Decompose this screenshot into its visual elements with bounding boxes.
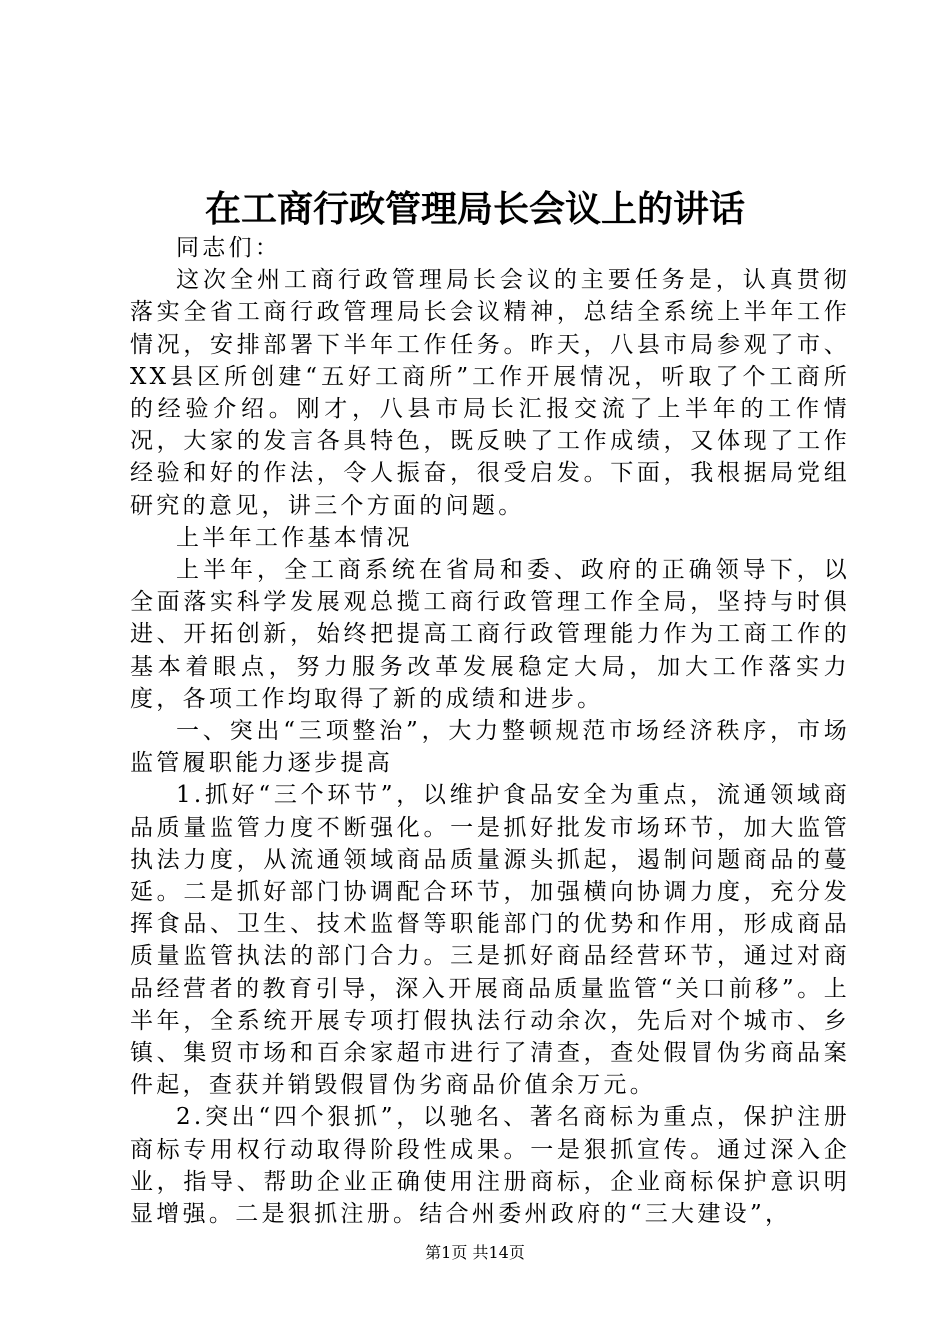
document-title: 在工商行政管理局长会议上的讲话 — [204, 188, 745, 230]
body-paragraph: 1.抓好“三个环节”，以维护食品安全为重点，流通领域商品质量监管力度不断强化。一是抓好批发市场环节，加大监管执法力度，从流通领域商品质量源头抓起，遏制问题商品的蔓延。二是抓好部门协调配合环节，加强横向协调力度，充分发挥食品、卫生、技术监督等职能部门的优势和作用，形成商品质量监管执法的部门合力。三是抓好商品经营环节，通过对商品经营者的教育引导，深入开展商品质量监管“关口前移”。上半年，全系统开展专项打假执法行动余次，先后对个城市、乡镇、集贸市场和百余家超市进行了清查，查处假冒伪劣商品案件起，查获并销毁假冒伪劣商品价值余万元。 — [130, 782, 850, 1099]
salutation-paragraph: 同志们： — [176, 235, 282, 261]
section-heading: 上半年工作基本情况 — [176, 524, 413, 551]
page-number: 第1页 — [425, 1243, 468, 1262]
subsection-heading: 一、突出“三项整治”，大力整顿规范市场经济秩序，市场监管履职能力逐步提高 — [130, 718, 850, 777]
page-footer — [0, 1242, 950, 1264]
body-paragraph: 这次全州工商行政管理局长会议的主要任务是，认真贯彻落实全省工商行政管理局长会议精神，总结全系统上半年工作情况，安排部署下半年工作任务。昨天，八县市局参观了市、XX县区所创建“五好工商所”工作开展情况，听取了个工商所的经验介绍。刚才，八县市局长汇报交流了上半年的工作情况，大家的发言各具特色，既反映了工作成绩，又体现了工作经验和好的作法，令人振奋，很受启发。下面，我根据局党组研究的意见，讲三个方面的问题。 — [130, 267, 850, 519]
page-total: 共14页 — [472, 1243, 525, 1262]
document-body — [130, 232, 850, 1230]
body-paragraph: 上半年，全工商系统在省局和委、政府的正确领导下，以全面落实科学发展观总揽工商行政管理工作全局，坚持与时俱进、开拓创新，始终把提高工商行政管理能力作为工商工作的基本着眼点，努力服务改革发展稳定大局，加大工作落实力度，各项工作均取得了新的成绩和进步。 — [130, 557, 850, 712]
body-paragraph: 2.突出“四个狠抓”，以驰名、著名商标为重点，保护注册商标专用权行动取得阶段性成果。一是狠抓宣传。通过深入企业，指导、帮助企业正确使用注册商标，企业商标保护意识明显增强。二是狠抓注册。结合州委州政府的“三大建设”， — [130, 1104, 850, 1228]
